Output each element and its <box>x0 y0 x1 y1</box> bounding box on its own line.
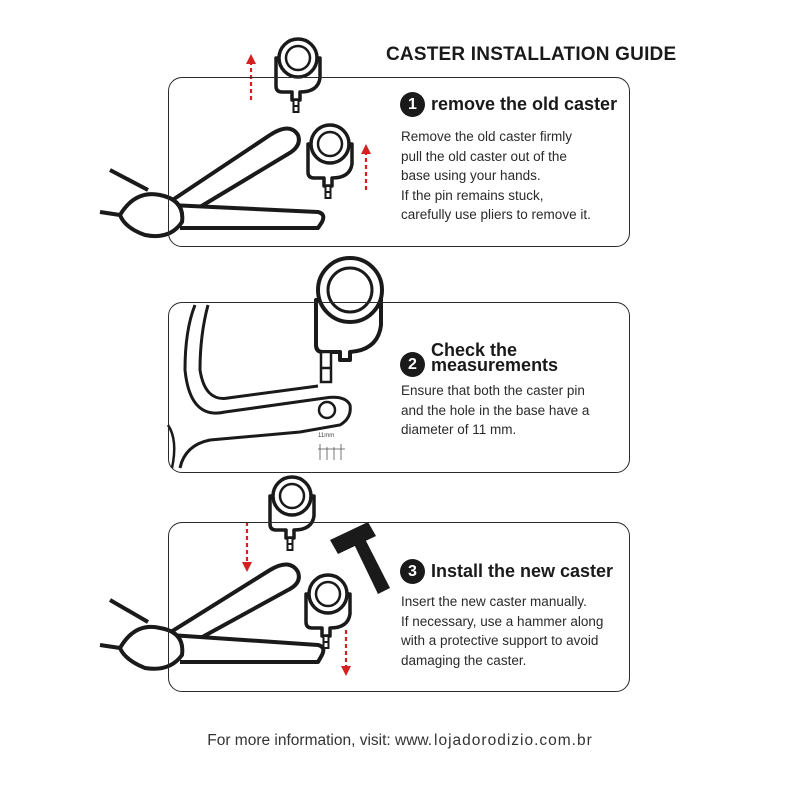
description-line: with a protective support to avoid <box>401 633 599 648</box>
page-title: CASTER INSTALLATION GUIDE <box>386 44 677 65</box>
description-line: Ensure that both the caster pin <box>401 383 585 398</box>
step-2-description <box>401 381 626 440</box>
description-line: base using your hands. <box>401 168 541 183</box>
description-line: damaging the caster. <box>401 652 527 668</box>
step-title <box>431 339 559 375</box>
description-line: carefully use pliers to remove it. <box>401 207 591 222</box>
step-title-line: Check the <box>431 339 518 360</box>
description-line: pull the old caster out of the <box>401 148 567 164</box>
description-line: Remove the old caster firmly <box>401 129 573 144</box>
step-number-badge: 2 <box>400 352 425 377</box>
footer-text: For more information, visit: www. <box>207 732 433 749</box>
website-link[interactable]: lojadorodizio.com.br <box>434 732 593 749</box>
step-1-description <box>401 127 626 225</box>
step-2-header <box>400 338 558 377</box>
step-title: remove the old caster <box>431 94 618 114</box>
description-line: and the hole in the base have a <box>401 402 590 418</box>
footer <box>0 732 800 750</box>
step-number-badge: 1 <box>400 92 425 117</box>
step-number-badge: 3 <box>400 559 425 584</box>
description-line: If the pin remains stuck, <box>401 187 544 203</box>
step-title: Install the new caster <box>431 561 614 581</box>
description-line: Insert the new caster manually. <box>401 594 587 609</box>
step-3-header <box>400 559 613 584</box>
step-title-line: measurements <box>431 354 559 375</box>
step-1-header <box>400 92 617 117</box>
step-3-description <box>401 592 626 670</box>
description-line: diameter of 11 mm. <box>401 422 517 437</box>
ruler-label: 11mm <box>318 433 335 439</box>
description-line: If necessary, use a hammer along <box>401 613 604 629</box>
